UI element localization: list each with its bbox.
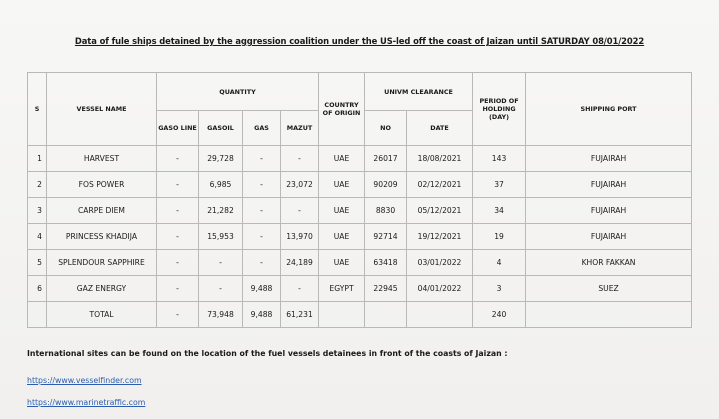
header-port: SHIPPING PORT <box>526 73 692 146</box>
cell-gasoline: - <box>157 250 199 276</box>
cell-mazut: - <box>281 198 319 224</box>
cell-clearance-date: 05/12/2021 <box>407 198 473 224</box>
cell-clearance-date: 03/01/2022 <box>407 250 473 276</box>
cell-gas: - <box>243 172 281 198</box>
header-date: DATE <box>407 111 473 146</box>
cell-clearance-no: 8830 <box>365 198 407 224</box>
header-mazut: MAZUT <box>281 111 319 146</box>
header-country: COUNTRY OF ORIGIN <box>319 73 365 146</box>
cell-mazut: 23,072 <box>281 172 319 198</box>
cell-port: FUJAIRAH <box>526 198 692 224</box>
cell-gas: - <box>243 250 281 276</box>
total-mazut: 61,231 <box>281 302 319 328</box>
cell-gasoil: - <box>199 250 243 276</box>
cell-port: FUJAIRAH <box>526 146 692 172</box>
total-clearance-no <box>365 302 407 328</box>
cell-clearance-no: 22945 <box>365 276 407 302</box>
cell-port: KHOR FAKKAN <box>526 250 692 276</box>
cell-country: UAE <box>319 172 365 198</box>
cell-country: UAE <box>319 224 365 250</box>
cell-s: 3 <box>28 198 47 224</box>
vesselfinder-link[interactable]: https://www.vesselfinder.com <box>27 376 142 385</box>
total-period: 240 <box>473 302 526 328</box>
cell-country: UAE <box>319 250 365 276</box>
cell-clearance-no: 63418 <box>365 250 407 276</box>
cell-clearance-date: 02/12/2021 <box>407 172 473 198</box>
cell-gasoil: - <box>199 276 243 302</box>
total-port <box>526 302 692 328</box>
cell-mazut: 24,189 <box>281 250 319 276</box>
header-clearance: UNIVM CLEARANCE <box>365 73 473 111</box>
cell-gasoil: 21,282 <box>199 198 243 224</box>
cell-mazut: 13,970 <box>281 224 319 250</box>
header-gasoil: GASOIL <box>199 111 243 146</box>
cell-s: 5 <box>28 250 47 276</box>
cell-vessel-name: SPLENDOUR SAPPHIRE <box>47 250 157 276</box>
table-row <box>28 146 692 172</box>
total-gas: 9,488 <box>243 302 281 328</box>
cell-gasoline: - <box>157 172 199 198</box>
marinetraffic-link[interactable]: https://www.marinetraffic.com <box>27 398 146 407</box>
table-row <box>28 172 692 198</box>
cell-period: 37 <box>473 172 526 198</box>
cell-period: 19 <box>473 224 526 250</box>
cell-period: 4 <box>473 250 526 276</box>
cell-port: FUJAIRAH <box>526 224 692 250</box>
header-vessel-name: VESSEL NAME <box>47 73 157 146</box>
cell-s <box>28 302 47 328</box>
total-row <box>28 302 692 328</box>
cell-mazut: - <box>281 276 319 302</box>
cell-gas: - <box>243 198 281 224</box>
cell-gas: - <box>243 224 281 250</box>
cell-gasoil: 15,953 <box>199 224 243 250</box>
detained-ships-table <box>27 72 692 328</box>
cell-clearance-no: 92714 <box>365 224 407 250</box>
cell-gasoline: - <box>157 224 199 250</box>
cell-period: 143 <box>473 146 526 172</box>
cell-gasoil: 29,728 <box>199 146 243 172</box>
header-s: S <box>28 73 47 146</box>
total-country <box>319 302 365 328</box>
cell-gas: 9,488 <box>243 276 281 302</box>
table-row <box>28 276 692 302</box>
cell-gasoline: - <box>157 276 199 302</box>
header-gas: GAS <box>243 111 281 146</box>
cell-gas: - <box>243 146 281 172</box>
cell-port: FUJAIRAH <box>526 172 692 198</box>
cell-gasoline: - <box>157 198 199 224</box>
cell-gasoil: 6,985 <box>199 172 243 198</box>
cell-vessel-name: FOS POWER <box>47 172 157 198</box>
header-row-1 <box>28 73 692 111</box>
table-row <box>28 250 692 276</box>
cell-clearance-date: 19/12/2021 <box>407 224 473 250</box>
table-row <box>28 198 692 224</box>
cell-vessel-name: PRINCESS KHADIJA <box>47 224 157 250</box>
cell-s: 2 <box>28 172 47 198</box>
cell-country: UAE <box>319 198 365 224</box>
document-title: Data of fule ships detained by the aggression coalition under the US-led off the coast of Jaizan until SATURDAY 08/01/2022 <box>74 36 645 46</box>
cell-port: SUEZ <box>526 276 692 302</box>
cell-period: 34 <box>473 198 526 224</box>
cell-clearance-date: 04/01/2022 <box>407 276 473 302</box>
cell-gasoline: - <box>157 146 199 172</box>
cell-vessel-name: GAZ ENERGY <box>47 276 157 302</box>
total-gasoline: - <box>157 302 199 328</box>
cell-vessel-name: CARPE DIEM <box>47 198 157 224</box>
cell-s: 6 <box>28 276 47 302</box>
cell-mazut: - <box>281 146 319 172</box>
header-quantity: QUANTITY <box>157 73 319 111</box>
header-no: NO <box>365 111 407 146</box>
header-gasoline: GASO LINE <box>157 111 199 146</box>
cell-clearance-date: 18/08/2021 <box>407 146 473 172</box>
cell-period: 3 <box>473 276 526 302</box>
cell-clearance-no: 26017 <box>365 146 407 172</box>
cell-country: UAE <box>319 146 365 172</box>
cell-country: EGYPT <box>319 276 365 302</box>
total-label: TOTAL <box>47 302 157 328</box>
footnote: International sites can be found on the location of the fuel vessels detainees in front of the coasts of Jaizan : <box>27 349 508 358</box>
cell-vessel-name: HARVEST <box>47 146 157 172</box>
total-clearance-date <box>407 302 473 328</box>
header-period: PERIOD OF HOLDING (DAY) <box>473 73 526 146</box>
cell-s: 1 <box>28 146 47 172</box>
table-row <box>28 224 692 250</box>
cell-clearance-no: 90209 <box>365 172 407 198</box>
cell-s: 4 <box>28 224 47 250</box>
total-gasoil: 73,948 <box>199 302 243 328</box>
